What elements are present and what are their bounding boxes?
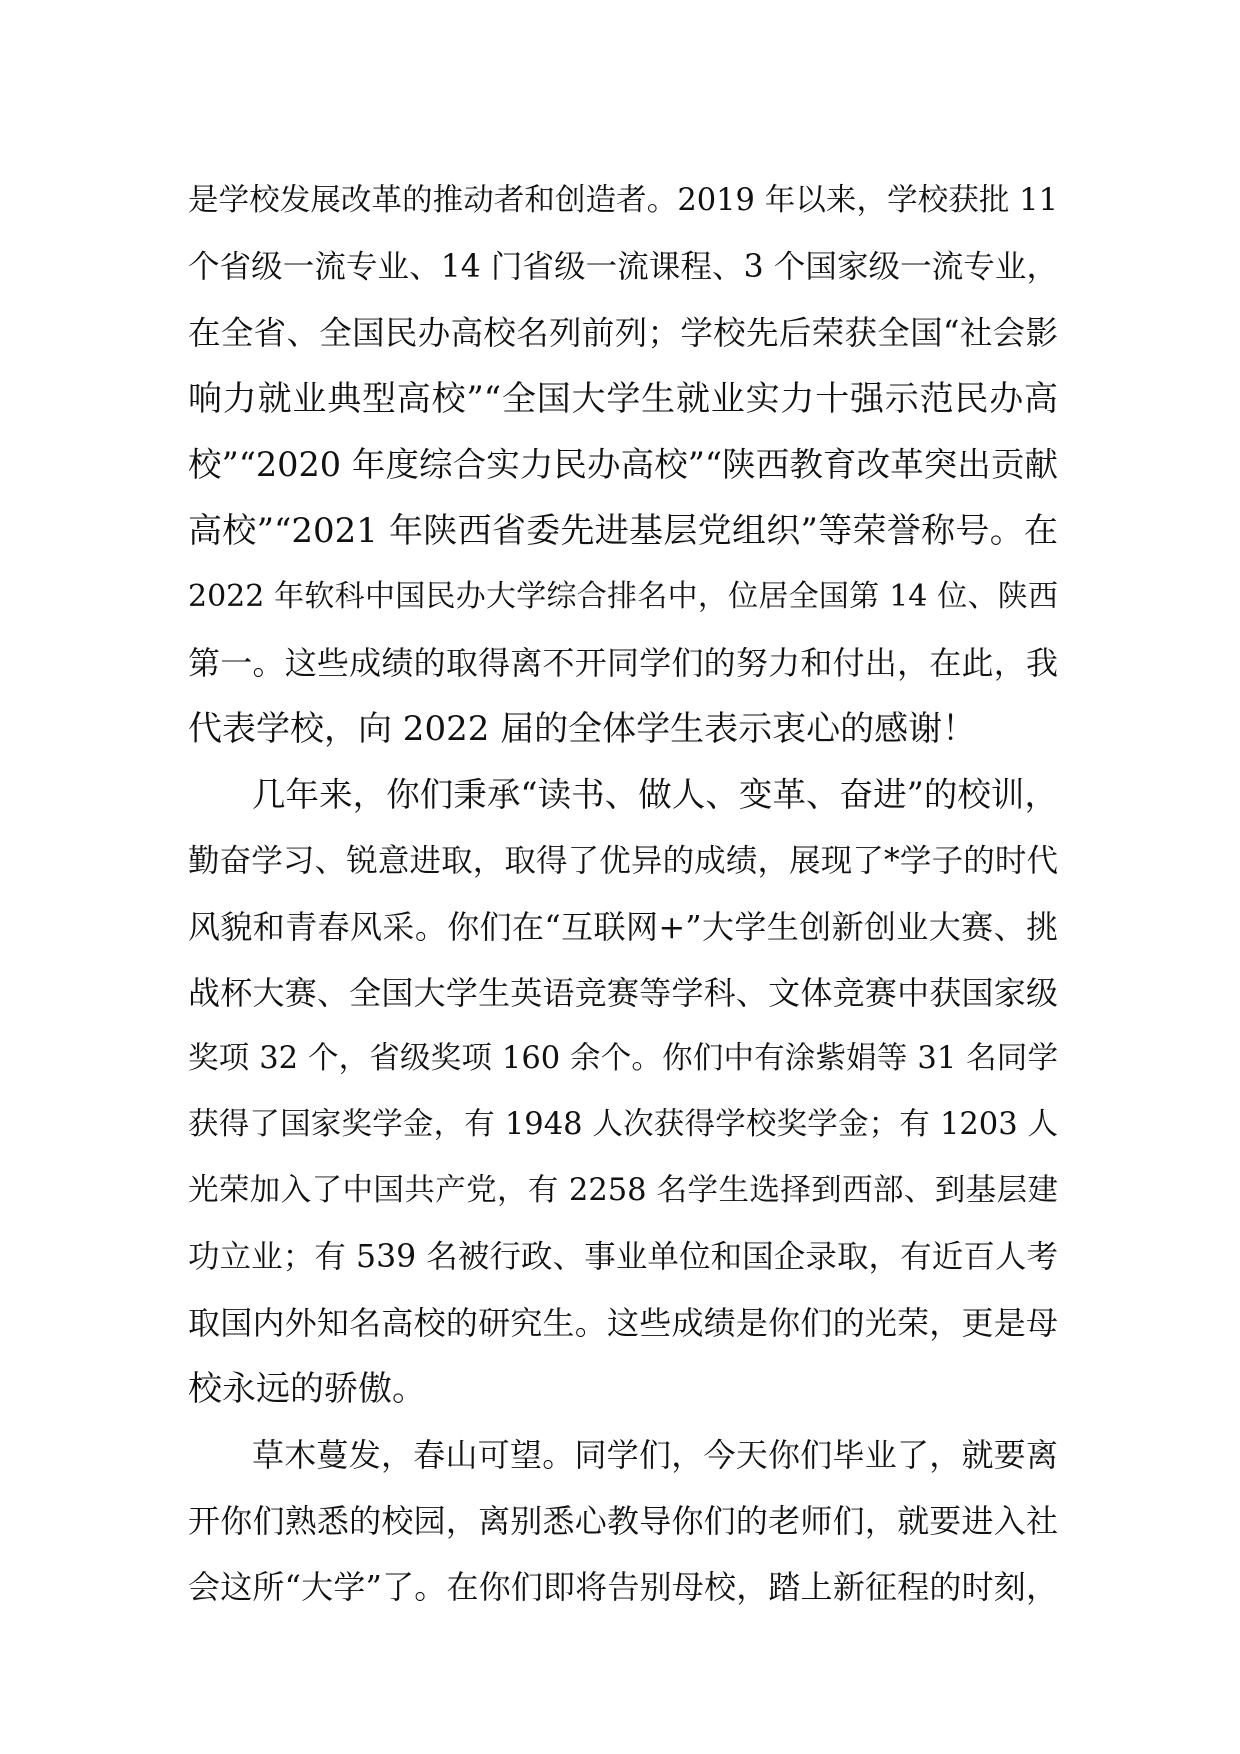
text-line: 校永远的骄傲。 — [188, 1369, 426, 1409]
text-line: 第一。这些成绩的取得离不开同学们的努力和付出，在此，我 — [188, 644, 1058, 682]
paragraph-3 — [188, 1422, 1058, 1620]
text-line: 光荣加入了中国共产党，有 2258 名学生选择到西部、到基层建 — [188, 1173, 1058, 1208]
text-line: 战杯大赛、全国大学生英语竞赛等学科、文体竞赛中获国家级 — [188, 974, 1058, 1012]
document-body — [188, 168, 1058, 1620]
text-line: 开你们熟悉的校园，离别悉心教导你们的老师们，就要进入社 — [188, 1502, 1058, 1540]
text-line: 2022 年软科中国民办大学综合排名中，位居全国第 14 位、陕西 — [188, 579, 1058, 614]
text-line: 高校”“2021 年陕西省委先进基层党组织”等荣誉称号。在 — [188, 511, 1058, 551]
text-line: 风貌和青春风采。你们在“互联网+”大学生创新创业大赛、挑 — [188, 908, 1058, 946]
text-line: 功立业；有 539 名被行政、事业单位和国企录取，有近百人考 — [188, 1239, 1058, 1275]
text-line: 代表学校，向 2022 届的全体学生表示衷心的感谢！ — [188, 709, 977, 749]
text-line: 个省级一流专业、14 门省级一流课程、3 个国家级一流专业， — [188, 249, 1058, 285]
text-line: 几年来，你们秉承“读书、做人、变革、奋进”的校训， — [252, 775, 1058, 814]
text-line: 奖项 32 个，省级奖项 160 余个。你们中有涂紫娟等 31 名同学 — [188, 1041, 1058, 1076]
text-line: 草木蔓发，春山可望。同学们，今天你们毕业了，就要离 — [252, 1436, 1058, 1474]
text-line: 获得了国家奖学金，有 1948 人次获得学校奖学金；有 1203 人 — [188, 1107, 1058, 1142]
text-line: 在全省、全国民办高校名列前列；学校先后荣获全国“社会影 — [188, 314, 1058, 352]
text-line: 响力就业典型高校”“全国大学生就业实力十强示范民办高 — [188, 379, 1058, 419]
text-line: 校”“2020 年度综合实力民办高校”“陕西教育改革突出贡献 — [188, 445, 1058, 484]
text-line: 取国内外知名高校的研究生。这些成绩是你们的光荣，更是母 — [188, 1304, 1058, 1342]
paragraph-1 — [188, 168, 1058, 762]
text-line: 会这所“大学”了。在你们即将告别母校，踏上新征程的时刻， — [188, 1568, 1058, 1606]
text-line: 勤奋学习、锐意进取，取得了优异的成绩，展现了*学子的时代 — [188, 843, 1058, 879]
paragraph-2 — [188, 762, 1058, 1422]
text-line: 是学校发展改革的推动者和创造者。2019 年以来，学校获批 11 — [188, 183, 1058, 218]
